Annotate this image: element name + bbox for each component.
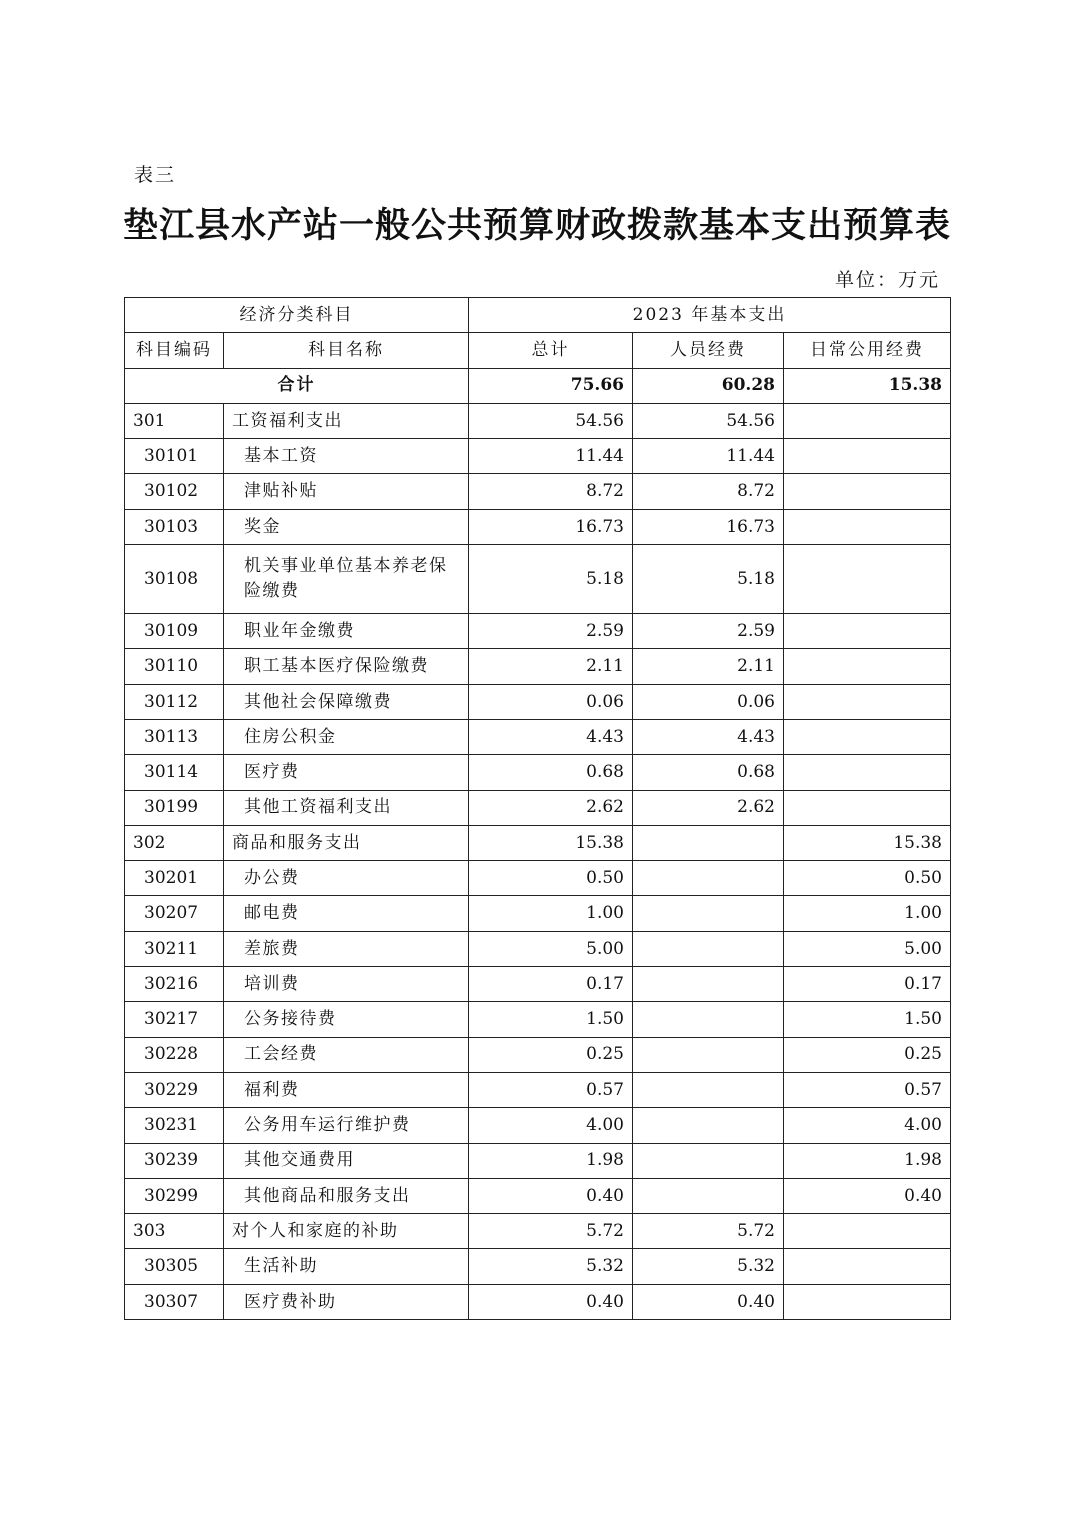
row-public [784,403,951,438]
row-code: 30110 [125,649,224,684]
row-code: 30201 [125,861,224,896]
row-code: 30108 [125,545,224,614]
total-public: 15.38 [784,368,951,403]
table-row [125,614,951,649]
row-code: 30299 [125,1178,224,1213]
row-public [784,509,951,544]
row-name: 职业年金缴费 [224,614,469,649]
row-name: 培训费 [224,967,469,1002]
row-total: 16.73 [469,509,633,544]
row-total: 0.40 [469,1284,633,1319]
table-row [125,825,951,860]
row-personnel [633,967,784,1002]
row-total: 4.00 [469,1108,633,1143]
row-personnel: 0.40 [633,1284,784,1319]
row-code: 30307 [125,1284,224,1319]
row-public [784,1214,951,1249]
row-code: 30211 [125,931,224,966]
row-total: 5.00 [469,931,633,966]
header-econ-class: 经济分类科目 [125,298,469,333]
unit-label: 单位：万元 [834,269,940,291]
row-total: 1.00 [469,896,633,931]
row-total: 4.43 [469,719,633,754]
row-personnel: 5.32 [633,1249,784,1284]
row-code: 30113 [125,719,224,754]
row-public [784,649,951,684]
row-public [784,545,951,614]
total-label: 合计 [125,368,469,403]
row-personnel [633,931,784,966]
table-row [125,403,951,438]
row-personnel [633,1037,784,1072]
row-personnel: 16.73 [633,509,784,544]
row-public: 5.00 [784,931,951,966]
row-public: 0.25 [784,1037,951,1072]
table-row [125,1037,951,1072]
table-row [125,545,951,614]
row-total: 5.32 [469,1249,633,1284]
row-personnel: 5.18 [633,545,784,614]
row-code: 30207 [125,896,224,931]
row-code: 30231 [125,1108,224,1143]
row-name: 工资福利支出 [224,403,469,438]
table-row [125,1108,951,1143]
header-total: 总计 [469,333,633,368]
page-title: 垫江县水产站一般公共预算财政拨款基本支出预算表 [122,206,951,246]
row-personnel [633,861,784,896]
row-public [784,614,951,649]
row-public: 15.38 [784,825,951,860]
table-row [125,1249,951,1284]
row-name: 公务接待费 [224,1002,469,1037]
row-name: 其他商品和服务支出 [224,1178,469,1213]
row-public: 0.50 [784,861,951,896]
table-row [125,1072,951,1107]
row-name: 办公费 [224,861,469,896]
row-public: 1.00 [784,896,951,931]
header-row-group [125,298,951,333]
table-row [125,439,951,474]
row-name: 津贴补贴 [224,474,469,509]
table-row [125,474,951,509]
row-code: 30109 [125,614,224,649]
row-code: 30199 [125,790,224,825]
row-name: 福利费 [224,1072,469,1107]
header-public: 日常公用经费 [784,333,951,368]
table-row [125,1002,951,1037]
table-row [125,684,951,719]
row-personnel [633,1108,784,1143]
row-public: 1.50 [784,1002,951,1037]
row-total: 0.17 [469,967,633,1002]
table-row [125,1178,951,1213]
header-row-columns [125,333,951,368]
row-public [784,755,951,790]
row-total: 0.50 [469,861,633,896]
row-code: 302 [125,825,224,860]
row-name: 其他社会保障缴费 [224,684,469,719]
row-total: 2.62 [469,790,633,825]
row-public [784,684,951,719]
row-public [784,790,951,825]
table-number-label: 表三 [134,164,177,186]
table-row [125,649,951,684]
row-public [784,719,951,754]
row-personnel: 2.62 [633,790,784,825]
row-personnel: 4.43 [633,719,784,754]
row-name: 工会经费 [224,1037,469,1072]
row-total: 1.50 [469,1002,633,1037]
total-total: 75.66 [469,368,633,403]
row-personnel [633,1072,784,1107]
row-personnel: 2.59 [633,614,784,649]
header-code: 科目编码 [125,333,224,368]
row-total: 2.11 [469,649,633,684]
row-code: 303 [125,1214,224,1249]
row-code: 30228 [125,1037,224,1072]
row-name: 其他工资福利支出 [224,790,469,825]
row-code: 30101 [125,439,224,474]
budget-table [124,297,951,1320]
row-public: 0.17 [784,967,951,1002]
row-name: 其他交通费用 [224,1143,469,1178]
row-personnel: 8.72 [633,474,784,509]
row-total: 0.06 [469,684,633,719]
table-row [125,967,951,1002]
row-name: 生活补助 [224,1249,469,1284]
row-public: 0.40 [784,1178,951,1213]
row-name: 商品和服务支出 [224,825,469,860]
row-personnel [633,896,784,931]
row-personnel [633,825,784,860]
table-row [125,790,951,825]
row-code: 30229 [125,1072,224,1107]
row-public: 1.98 [784,1143,951,1178]
row-personnel: 11.44 [633,439,784,474]
row-name: 邮电费 [224,896,469,931]
row-name: 差旅费 [224,931,469,966]
table-row [125,896,951,931]
row-public [784,1249,951,1284]
row-code: 30305 [125,1249,224,1284]
row-public [784,439,951,474]
table-row [125,509,951,544]
row-code: 30114 [125,755,224,790]
table-row [125,1284,951,1319]
total-row [125,368,951,403]
header-name: 科目名称 [224,333,469,368]
total-personnel: 60.28 [633,368,784,403]
row-name: 住房公积金 [224,719,469,754]
row-code: 301 [125,403,224,438]
table-row [125,861,951,896]
row-code: 30217 [125,1002,224,1037]
row-personnel [633,1178,784,1213]
row-name: 医疗费 [224,755,469,790]
row-personnel: 5.72 [633,1214,784,1249]
row-name: 机关事业单位基本养老保险缴费 [224,545,469,614]
header-year-section: 2023 年基本支出 [469,298,951,333]
table-row [125,719,951,754]
table-row [125,931,951,966]
row-public [784,474,951,509]
table-row [125,1214,951,1249]
row-personnel: 54.56 [633,403,784,438]
row-total: 0.40 [469,1178,633,1213]
row-code: 30112 [125,684,224,719]
row-code: 30103 [125,509,224,544]
row-code: 30216 [125,967,224,1002]
row-total: 54.56 [469,403,633,438]
row-name: 基本工资 [224,439,469,474]
table-row [125,1143,951,1178]
row-total: 0.68 [469,755,633,790]
row-code: 30239 [125,1143,224,1178]
row-public: 0.57 [784,1072,951,1107]
row-total: 5.72 [469,1214,633,1249]
row-name: 对个人和家庭的补助 [224,1214,469,1249]
row-personnel: 0.06 [633,684,784,719]
row-personnel: 0.68 [633,755,784,790]
budget-table-body [125,298,951,1320]
row-total: 5.18 [469,545,633,614]
row-name: 医疗费补助 [224,1284,469,1319]
table-row [125,755,951,790]
row-public: 4.00 [784,1108,951,1143]
row-name: 公务用车运行维护费 [224,1108,469,1143]
row-total: 11.44 [469,439,633,474]
row-total: 0.57 [469,1072,633,1107]
row-public [784,1284,951,1319]
row-personnel [633,1002,784,1037]
header-personnel: 人员经费 [633,333,784,368]
row-name: 职工基本医疗保险缴费 [224,649,469,684]
row-total: 8.72 [469,474,633,509]
row-total: 15.38 [469,825,633,860]
row-personnel [633,1143,784,1178]
row-total: 0.25 [469,1037,633,1072]
row-total: 2.59 [469,614,633,649]
row-total: 1.98 [469,1143,633,1178]
row-name: 奖金 [224,509,469,544]
row-personnel: 2.11 [633,649,784,684]
row-code: 30102 [125,474,224,509]
